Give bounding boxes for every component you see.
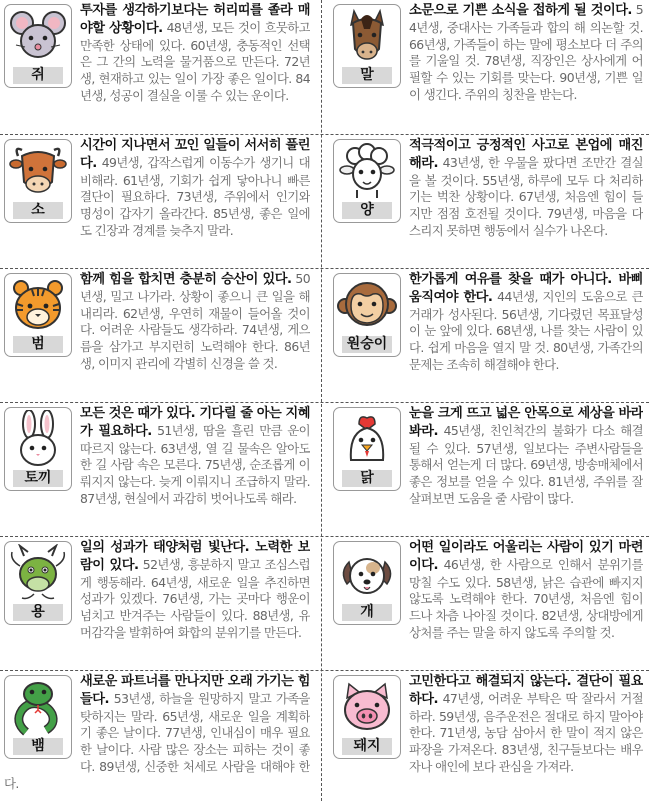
zodiac-label: 돼지 (342, 738, 392, 755)
fortune-headline: 적극적이고 긍정적인 사고로 본업에 매진해라. (409, 138, 643, 171)
fortune-card-rooster (333, 405, 643, 538)
fortune-card-dog (333, 539, 643, 672)
fortune-card-sheep (333, 137, 643, 270)
fortune-card-tiger (4, 271, 310, 404)
pig-icon (337, 678, 397, 738)
zodiac-label: 토끼 (13, 470, 63, 487)
zodiac-badge (333, 139, 401, 223)
fortune-body: 44년생, 지인의 도움으로 큰 거래가 성사된다. 56년생, 기다렸던 목표달성이 눈 앞에 있다. 68년생, 나를 찾는 사람이 있다. 쉽게 마음을 열지 말 것. 80년생, 가족간의 문제는 조속히 해결해야 한다. (409, 288, 643, 372)
fortune-body: 45년생, 친인척간의 불화가 다소 해결될 수 있다. 57년생, 일보다는 주변사람들을 통해서 얻는게 더 많다. 69년생, 방송매체에서 좋은 정보를 얻을 수 있다. 81년생, 주위를 잘 살펴보면 도움을 줄 사람이 많다. (409, 422, 643, 506)
zodiac-label: 원숭이 (342, 336, 392, 353)
zodiac-badge (333, 4, 401, 88)
rooster-icon (337, 410, 397, 470)
fortune-headline: 고민한다고 해결되지 않는다. 결단이 필요하다. (409, 674, 643, 707)
fortune-body: 52년생, 흥분하지 말고 조심스럽게 행동해라. 64년생, 새로운 일을 추진하면 성과가 있겠다. 76년생, 가는 곳마다 행운이 넘치고 반겨주는 사람들이 있다. 88년생, 유머감각을 발휘하여 화합의 분위기를 만든다. (80, 556, 310, 640)
zodiac-label: 개 (342, 604, 392, 621)
zodiac-badge (4, 541, 72, 625)
zodiac-badge (4, 407, 72, 491)
zodiac-badge (4, 675, 72, 759)
fortune-card-monkey (333, 271, 643, 404)
fortune-card-snake (4, 673, 310, 806)
zodiac-badge (4, 4, 72, 88)
fortune-body: 43년생, 한 우물을 팠다면 조만간 결실을 볼 것이다. 55년생, 하루에 모두 다 처리하기는 벅찬 상황이다. 67년생, 처음엔 힘이 들지만 점점 호전될 것이다. 79년생, 마음을 다스리지 못하면 행동에서 실수가 나온다. (409, 154, 643, 238)
fortune-headline: 한가롭게 여유를 찾을 때가 아니다. 바삐 움직여야 한다. (409, 272, 643, 305)
column-divider (321, 0, 322, 801)
zodiac-label: 쥐 (13, 67, 63, 84)
fortune-body: 48년생, 모든 것이 흐뭇하고 만족한 상태에 있다. 60년생, 충동적인 선택은 그 간의 노력을 물거품으로 만든다. 72년생, 현재하고 있는 일이 가장 좋은 일이다. 84년생, 성공이 결실을 이룰 수 있는 운이다. (80, 19, 310, 103)
fortune-headline: 눈을 크게 뜨고 넓은 안목으로 세상을 바라 봐라. (409, 406, 643, 439)
fortune-headline: 시간이 지나면서 꼬인 일들이 서서히 풀린다. (80, 138, 310, 171)
fortune-card-horse (333, 2, 643, 135)
fortune-body: 54년생, 중대사는 가족들과 합의 해 의논할 것. 66년생, 가족들이 하는 말에 평소보다 더 주의를 기울일 것. 78년생, 직장인은 상사에게 어필할 수 있는 기회를 맞는다. 90년생, 기쁜 일이 생긴다. 주위의 칭찬을 받는다. (409, 2, 643, 102)
rabbit-icon (8, 410, 68, 470)
zodiac-badge (333, 407, 401, 491)
fortune-headline: 새로운 파트너를 만나지만 오래 가기는 힘들다. (80, 674, 310, 707)
tiger-icon (8, 276, 68, 336)
fortune-card-dragon (4, 539, 310, 672)
zodiac-badge (333, 273, 401, 357)
rat-icon (8, 7, 68, 67)
fortune-card-rabbit (4, 405, 310, 538)
fortune-card-pig (333, 673, 643, 806)
zodiac-label: 소 (13, 202, 63, 219)
dragon-icon (8, 544, 68, 604)
fortune-headline: 모든 것은 때가 있다. 기다릴 줄 아는 지혜가 필요하다. (80, 406, 310, 439)
fortune-body: 49년생, 갑작스럽게 이동수가 생기니 대비해라. 61년생, 기회가 쉽게 닿아나니 빠른 결단이 필요하다. 73년생, 주위에서 인기와 명성이 갑자기 올라간다. 85년생, 좋은 일에도 긴장과 경계를 늦추지 말라. (80, 154, 310, 238)
zodiac-badge (4, 139, 72, 223)
ox-icon (8, 142, 68, 202)
fortune-headline: 어떤 일이라도 어울리는 사람이 있기 마련이다. (409, 540, 643, 573)
fortune-card-rat (4, 2, 310, 135)
zodiac-label: 닭 (342, 470, 392, 487)
fortune-body: 46년생, 한 사람으로 인해서 분위기를 망칠 수도 있다. 58년생, 낡은 습관에 빠지지 않도록 노력해야 한다. 70년생, 처음엔 힘이 드나 차츰 나아질 것이다. 82년생, 상대방에게 상처를 주는 말을 하지 않도록 주의할 것. (409, 556, 643, 640)
fortune-body: 51년생, 땀을 흘린 만큼 운이 따르지 않는다. 63년생, 열 길 물속은 알아도 한 길 사람 속은 모른다. 75년생, 순조롭게 이뤄지지 않는다. 늦게 이뤄지니 조급하지 말라. 87년생, 현실에서 과감히 벗어나도록 해라. (80, 422, 310, 506)
monkey-icon (337, 276, 397, 336)
snake-icon (8, 678, 68, 738)
zodiac-label: 양 (342, 202, 392, 219)
fortune-headline: 함께 힘을 합치면 충분히 승산이 있다. (80, 272, 292, 287)
fortune-headline: 일의 성과가 태양처럼 빛난다. 노력한 보람이 있다. (80, 540, 310, 573)
sheep-icon (337, 142, 397, 202)
fortune-headline: 소문으로 기쁜 소식을 접하게 될 것이다. (409, 3, 632, 18)
fortune-body: 50년생, 밀고 나가라. 상황이 좋으니 큰 일을 해내리라. 62년생, 우연히 재물이 들어올 것이다. 어려운 사람들도 생각하라. 74년생, 게으름을 삼가고 부지런히 노력해야 한다. 86년생, 이미지 관리에 각별히 신경을 쓸 것. (80, 271, 310, 371)
horse-icon (337, 7, 397, 67)
zodiac-label: 말 (342, 67, 392, 84)
fortune-headline: 투자를 생각하기보다는 허리띠를 졸라 매야할 상황이다. (80, 3, 310, 36)
fortune-body: 47년생, 어려운 부탁은 딱 잘라서 거절하라. 59년생, 음주운전은 절대로 하지 말아야 한다. 71년생, 농담 삼아서 한 말이 적지 않은 파장을 가져온다. 83년생, 친구들보다는 배우자나 애인에 보다 관심을 가져라. (409, 690, 643, 774)
zodiac-label: 용 (13, 604, 63, 621)
fortune-body: 53년생, 하늘을 원망하지 말고 가족을 탓하지는 말라. 65년생, 새로운 일을 계획하기 좋은 날이다. 77년생, 인내심이 매우 필요한 날이다. 사람 많은 장소는 피하는 것이 좋다. 89년생, 신중한 처세로 사람을 대해야 한다. (4, 690, 310, 791)
zodiac-label: 범 (13, 336, 63, 353)
zodiac-label: 뱀 (13, 738, 63, 755)
fortune-card-ox (4, 137, 310, 270)
zodiac-badge (4, 273, 72, 357)
dog-icon (337, 544, 397, 604)
zodiac-badge (333, 675, 401, 759)
zodiac-badge (333, 541, 401, 625)
